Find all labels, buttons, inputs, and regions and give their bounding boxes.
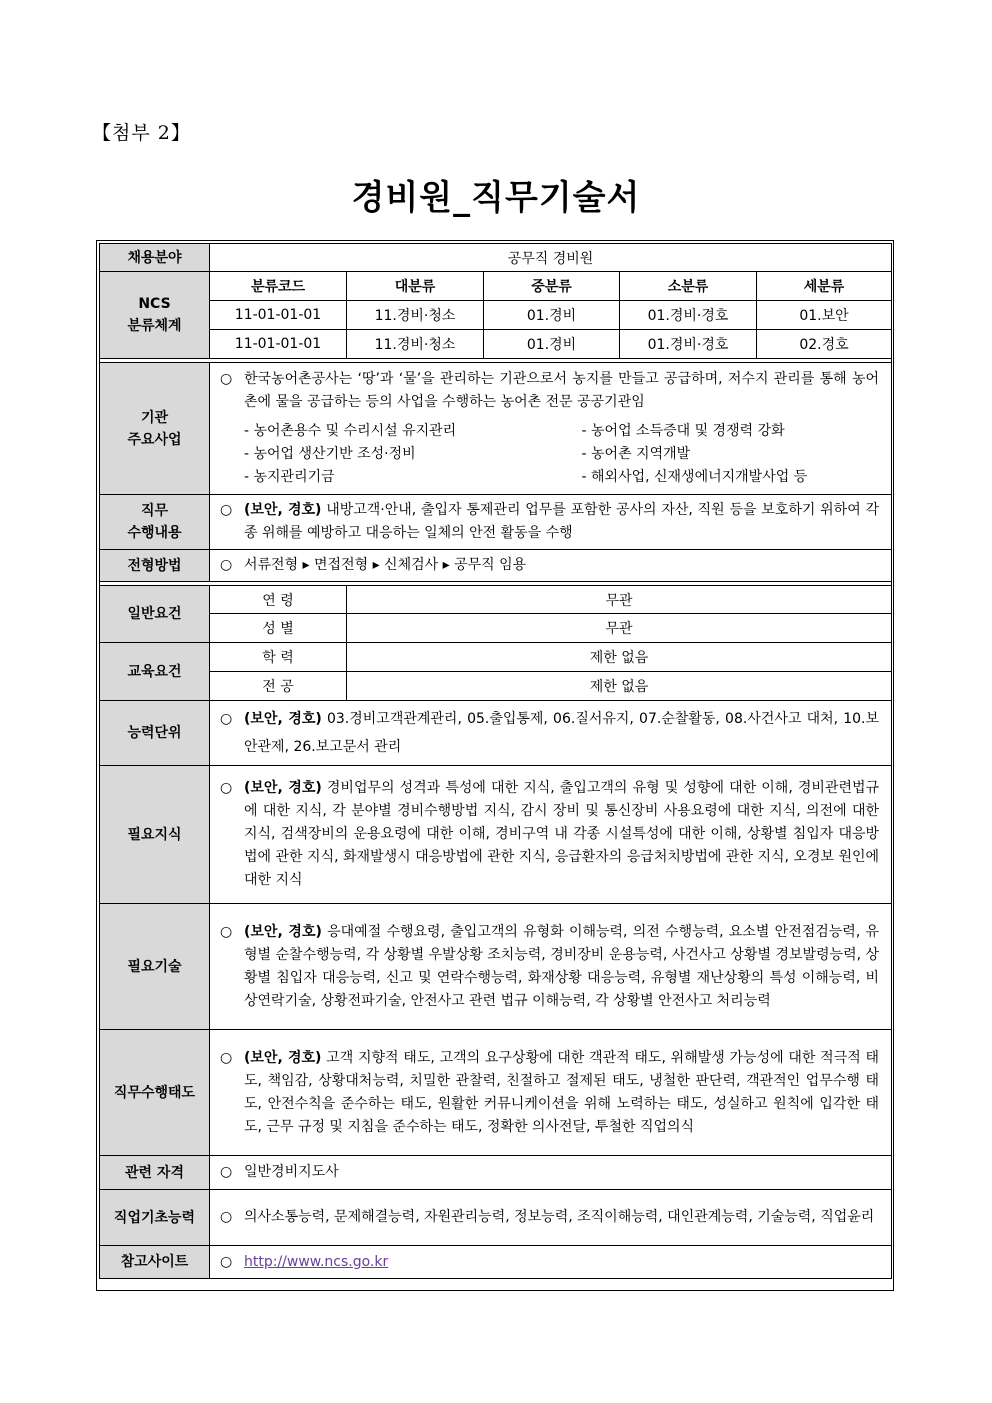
label-education: 교육요건 bbox=[100, 643, 210, 701]
row-education-2 bbox=[100, 672, 892, 701]
row-education-1 bbox=[100, 643, 892, 672]
label-field: 채용분야 bbox=[100, 244, 210, 272]
value-basic bbox=[210, 1190, 892, 1246]
row-basic bbox=[100, 1190, 892, 1246]
education-value: 제한 없음 bbox=[347, 672, 892, 701]
circle-bullet: ○ bbox=[220, 557, 233, 573]
ncs-header-code: 분류코드 bbox=[210, 272, 347, 301]
value-org bbox=[210, 363, 892, 495]
ncs-header-minor: 소분류 bbox=[620, 272, 757, 301]
list-item: - 농어업 생산기반 조성·정비 bbox=[244, 446, 416, 462]
list-item: - 농어촌 지역개발 bbox=[581, 446, 691, 462]
skill-prefix: (보안, 경호) bbox=[244, 923, 322, 940]
label-certificate: 관련 자격 bbox=[100, 1156, 210, 1190]
value-selection bbox=[210, 550, 892, 582]
row-certificate bbox=[100, 1156, 892, 1190]
value-duty bbox=[210, 495, 892, 550]
label-org: 기관 주요사업 bbox=[100, 363, 210, 495]
knowledge-text: 경비업무의 성격과 특성에 대한 지식, 출입고객의 유형 및 성향에 대한 이해, 경비관련법규에 대한 지식, 각 분야별 경비수행방법 지식, 감시 장비 및 통신장비 사용요령에 대한 지식, 의전에 대한 지식, 검색장비의 운용요령에 대한 이해, 경비구역 내 각종 시설특성에 대한 이해, 상황별 침입자 대응방법에 관한 지식, 화재발생시 대응방법에 관한 지식, 응급환자의 응급처치방법에 관한 지식, 오경보 원인에 대한 지식 bbox=[244, 780, 880, 888]
label-attitude: 직무수행태도 bbox=[100, 1030, 210, 1156]
label-skill: 필요기술 bbox=[100, 904, 210, 1030]
org-bullets bbox=[220, 420, 879, 489]
list-item: - 농지관리기금 bbox=[244, 469, 335, 485]
attitude-text: 고객 지향적 태도, 고객의 요구상황에 대한 객관적 태도, 위해발생 가능성에 대한 적극적 태도, 책임감, 상황대처능력, 치밀한 관찰력, 친절하고 절제된 태도, 냉철한 판단력, 객관적인 업무수행 태도, 안전수칙을 준수하는 태도, 원활한 커뮤니케이션을 위해 노력하는 태도, 성실하고 원칙에 입각한 태도, 근무 규정 및 지침을 준수하는 태도, 정확한 의사전달, 투철한 직업의식 bbox=[244, 1049, 880, 1135]
ncs-cell: 01.경비 bbox=[484, 301, 620, 330]
certificate-text: 일반경비지도사 bbox=[244, 1164, 339, 1180]
row-knowledge bbox=[100, 766, 892, 904]
ncs-cell: 01.보안 bbox=[757, 301, 892, 330]
row-attitude bbox=[100, 1030, 892, 1156]
education-key: 전 공 bbox=[210, 672, 347, 701]
value-skill bbox=[210, 904, 892, 1030]
general-key: 연 령 bbox=[210, 586, 347, 614]
ncs-cell: 11-01-01-01 bbox=[210, 330, 347, 359]
ncs-cell: 01.경비·경호 bbox=[620, 330, 757, 359]
value-attitude bbox=[210, 1030, 892, 1156]
list-item: - 농어촌용수 및 수리시설 유지관리 bbox=[244, 423, 457, 439]
row-ncs-header bbox=[100, 272, 892, 301]
row-site bbox=[100, 1246, 892, 1279]
circle-bullet: ○ bbox=[220, 1209, 233, 1225]
education-value: 제한 없음 bbox=[347, 643, 892, 672]
value-knowledge bbox=[210, 766, 892, 904]
table-row bbox=[100, 330, 892, 359]
table-row bbox=[100, 301, 892, 330]
attachment-label: 【첨부 2】 bbox=[92, 122, 191, 144]
list-item: - 농어업 소득증대 및 경쟁력 강화 bbox=[581, 423, 785, 439]
attitude-prefix: (보안, 경호) bbox=[244, 1049, 322, 1066]
row-selection bbox=[100, 550, 892, 582]
job-description-table bbox=[99, 243, 892, 1279]
list-item: - 해외사업, 신재생에너지개발사업 등 bbox=[581, 469, 808, 485]
row-field bbox=[100, 244, 892, 272]
value-ability bbox=[210, 701, 892, 766]
label-ncs: NCS 분류체계 bbox=[100, 272, 210, 359]
document-title: 경비원_직무기술서 bbox=[351, 178, 641, 218]
ncs-header-detail: 세분류 bbox=[757, 272, 892, 301]
row-ability bbox=[100, 701, 892, 766]
label-site: 참고사이트 bbox=[100, 1246, 210, 1279]
duty-prefix: (보안, 경호) bbox=[244, 502, 322, 518]
ncs-cell: 11.경비·청소 bbox=[347, 330, 484, 359]
circle-bullet: ○ bbox=[220, 780, 233, 796]
label-basic: 직업기초능력 bbox=[100, 1190, 210, 1246]
ncs-cell: 11.경비·청소 bbox=[347, 301, 484, 330]
ncs-cell: 01.경비 bbox=[484, 330, 620, 359]
label-general: 일반요건 bbox=[100, 586, 210, 643]
ncs-cell: 01.경비·경호 bbox=[620, 301, 757, 330]
row-duty bbox=[100, 495, 892, 550]
ncs-site-link[interactable]: http://www.ncs.go.kr bbox=[244, 1253, 389, 1270]
ability-text: 03.경비고객관계관리, 05.출입통제, 06.질서유지, 07.순찰활동, 08.사건사고 대처, 10.보안관제, 26.보고문서 관리 bbox=[244, 711, 880, 755]
circle-bullet: ○ bbox=[220, 371, 233, 387]
duty-text: 내방고객·안내, 출입자 통제관리 업무를 포함한 공사의 자산, 직원 등을 보호하기 위하여 각종 위해를 예방하고 대응하는 일체의 안전 활동을 수행 bbox=[244, 502, 880, 541]
circle-bullet: ○ bbox=[220, 1164, 233, 1180]
label-duty: 직무 수행내용 bbox=[100, 495, 210, 550]
circle-bullet: ○ bbox=[220, 923, 233, 940]
ncs-header-middle: 중분류 bbox=[484, 272, 620, 301]
circle-bullet: ○ bbox=[220, 502, 233, 518]
value-certificate bbox=[210, 1156, 892, 1190]
basic-text: 의사소통능력, 문제해결능력, 자원관리능력, 정보능력, 조직이해능력, 대인관계능력, 기술능력, 직업윤리 bbox=[244, 1209, 875, 1225]
circle-bullet: ○ bbox=[220, 1253, 233, 1270]
row-general-1 bbox=[100, 586, 892, 614]
selection-text: 서류전형 ▸ 면접전형 ▸ 신체검사 ▸ 공무직 임용 bbox=[244, 557, 527, 573]
knowledge-prefix: (보안, 경호) bbox=[244, 780, 322, 796]
skill-text: 응대예절 수행요령, 출입고객의 유형화 이해능력, 의전 수행능력, 요소별 안전점검능력, 유형별 순찰수행능력, 각 상황별 우발상황 조치능력, 경비장비 운용능력, 사건사고 상황별 경보발령능력, 상황별 침입자 대응능력, 신고 및 연락수행능력, 화재상황 대응능력, 유형별 재난상황의 특성 이해능력, 비상연락기술, 상황전파기술, 안전사고 관련 법규 이해능력, 각 상황별 안전사고 처리능력 bbox=[244, 923, 880, 1009]
label-ability: 능력단위 bbox=[100, 701, 210, 766]
row-skill bbox=[100, 904, 892, 1030]
ncs-cell: 02.경호 bbox=[757, 330, 892, 359]
ncs-cell: 11-01-01-01 bbox=[210, 301, 347, 330]
circle-bullet: ○ bbox=[220, 1049, 233, 1066]
general-value: 무관 bbox=[347, 586, 892, 614]
education-key: 학 력 bbox=[210, 643, 347, 672]
row-org bbox=[100, 363, 892, 495]
value-site bbox=[210, 1246, 892, 1279]
label-knowledge: 필요지식 bbox=[100, 766, 210, 904]
label-selection: 전형방법 bbox=[100, 550, 210, 582]
row-general-2 bbox=[100, 614, 892, 643]
circle-bullet: ○ bbox=[220, 711, 233, 727]
org-intro: 한국농어촌공사는 ‘땅’과 ‘물’을 관리하는 기관으로서 농지를 만들고 공급하며, 저수지 관리를 통해 농어촌에 물을 공급하는 등의 사업을 수행하는 농어촌 전문 공공기관임 bbox=[244, 371, 880, 410]
general-key: 성 별 bbox=[210, 614, 347, 643]
ability-prefix: (보안, 경호) bbox=[244, 711, 322, 727]
general-value: 무관 bbox=[347, 614, 892, 643]
ncs-header-major: 대분류 bbox=[347, 272, 484, 301]
value-field: 공무직 경비원 bbox=[210, 244, 892, 272]
